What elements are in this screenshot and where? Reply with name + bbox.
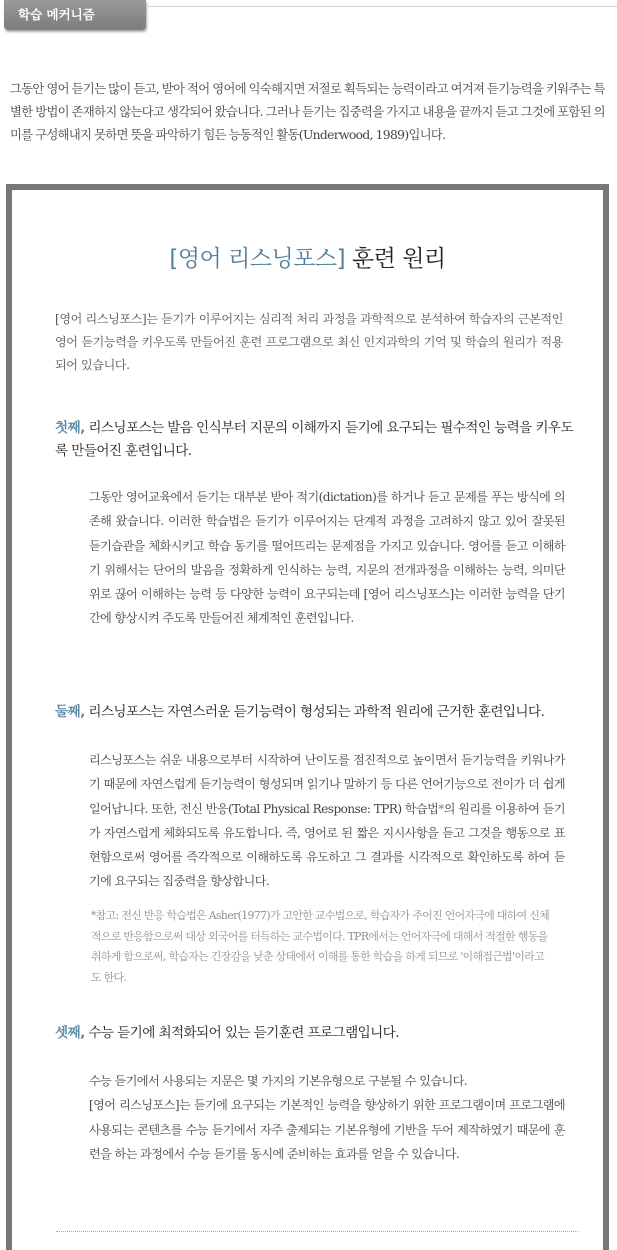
section-2-heading — [55, 701, 585, 724]
intro-paragraph: 그동안 영어 듣기는 많이 듣고, 받아 적어 영어에 익숙해지면 저절로 획득되는 능력이라고 여겨져 듣기능력을 키워주는 특별한 방법이 존재하지 않는다고 생각되어 왔습니다. 그러나 듣기는 집중력을 가지고 내용을 끝까지 듣고 그것에 포함된 의미를 구성해내지 못하면 뜻을 파악하기 힘든 능동적인 활동(Underwood, 1989)입니다. — [10, 82, 605, 143]
header-divider — [146, 6, 617, 7]
section-2-number: 둘째, — [55, 704, 85, 720]
tab-learning-mechanism[interactable]: 학습 메커니즘 — [4, 0, 146, 30]
section-3-body-rest: [영어 리스닝포스]는 듣기에 요구되는 기본적인 능력을 향상하기 위한 프로그램이며 프로그램에 사용되는 콘텐츠를 수능 듣기에서 자주 출제되는 기본유형에 기반을 두어 제작하였기 때문에 훈련을 하는 과정에서 수능 듣기를 동시에 준비하는 효과를 얻을 수 있습니다. — [89, 1098, 565, 1161]
section-2-body — [89, 748, 565, 893]
section-3-heading — [55, 1022, 585, 1045]
asterisk-mark: * — [438, 801, 444, 816]
section-3-body — [89, 1069, 565, 1166]
section-3-number: 셋째, — [55, 1025, 85, 1041]
section-2-body-part-a: 리스닝포스는 쉬운 내용으로부터 시작하여 난이도를 점진적으로 높이면서 듣기능력을 키워나가기 때문에 자연스럽게 듣기능력이 형성되며 읽기나 말하기 등 다른 언어기능으로 전이가 더 쉽게 일어납니다. 또한, 전신 반응(Total Physical Response: TPR) 학습법 — [89, 753, 565, 816]
section-2-body-part-b: 의 원리를 이용하여 듣기가 자연스럽게 체화되도록 유도합니다. 즉, 영어로 된 짧은 지시사항을 듣고 그것을 행동으로 표현함으로써 영어를 즉각적으로 이해하도록 유도하고 그 결과를 시각적으로 확인하도록 하여 듣기에 요구되는 집중력을 향상합니다. — [89, 801, 565, 889]
tpr-footnote — [91, 906, 553, 989]
title-rest: 훈련 원리 — [345, 246, 446, 272]
section-1-body: 그동안 영어교육에서 듣기는 대부분 받아 적기(dictation)를 하거나 듣고 문제를 푸는 방식에 의존해 왔습니다. 이러한 학습법은 듣기가 이루어지는 단계적 과정을 고려하지 않고 있어 잘못된 듣기습관을 체화시키고 학습 동기를 떨어뜨리는 문제점을 가지고 있습니다. 영어를 듣고 이해하기 위해서는 단어의 발음을 정확하게 인식하는 능력, 지문의 전개과정을 이해하는 능력, 의미단위로 끊어 이해하는 능력 등 다양한 능력이 요구되는데 [영어 리스닝포스]는 이러한 능력을 단기간에 향상시켜 주도록 만들어진 체계적인 훈련입니다. — [89, 490, 565, 626]
footnote-text: 참고: 전신 반응 학습법은 Asher(1977)가 고안한 교수법으로, 학습자가 주어진 언어자극에 대하여 신체적으로 반응함으로써 대상 외국어를 터득하는 교수법이다. TPR에서는 언어자극에 대해서 적절한 행동을 취하게 함으로써, 학습자는 긴장감을 낮춘 상태에서 이해를 통한 학습을 하게 되므로 '이해접근법'이라고도 한다. — [91, 908, 550, 985]
footnote-asterisk: * — [91, 908, 96, 922]
principles-panel — [6, 184, 609, 1250]
section-1-heading — [55, 417, 585, 463]
section-3-title: 수능 듣기에 최적화되어 있는 듣기훈련 프로그램입니다. — [84, 1025, 399, 1041]
section-1-number: 첫째, — [55, 420, 85, 436]
dotted-divider — [56, 1231, 578, 1232]
section-3-body-line-1: 수능 듣기에서 사용되는 지문은 몇 가지의 기본유형으로 구분될 수 있습니다. — [89, 1074, 468, 1089]
section-2-title: 리스닝포스는 자연스러운 듣기능력이 형성되는 과학적 원리에 근거한 훈련입니다. — [84, 704, 545, 720]
title-highlight: [영어 리스닝포스] — [169, 246, 346, 272]
principles-lead: [영어 리스닝포스]는 듣기가 이루어지는 심리적 처리 과정을 과학적으로 분석하여 학습자의 근본적인 영어 듣기능력을 키우도록 만들어진 훈련 프로그램으로 최신 인지과학의 기억 및 학습의 원리가 적용되어 있습니다. — [55, 312, 563, 373]
principles-title — [12, 240, 603, 273]
section-1-title: 리스닝포스는 발음 인식부터 지문의 이해까지 듣기에 요구되는 필수적인 능력을 키우도록 만들어진 훈련입니다. — [55, 420, 573, 459]
